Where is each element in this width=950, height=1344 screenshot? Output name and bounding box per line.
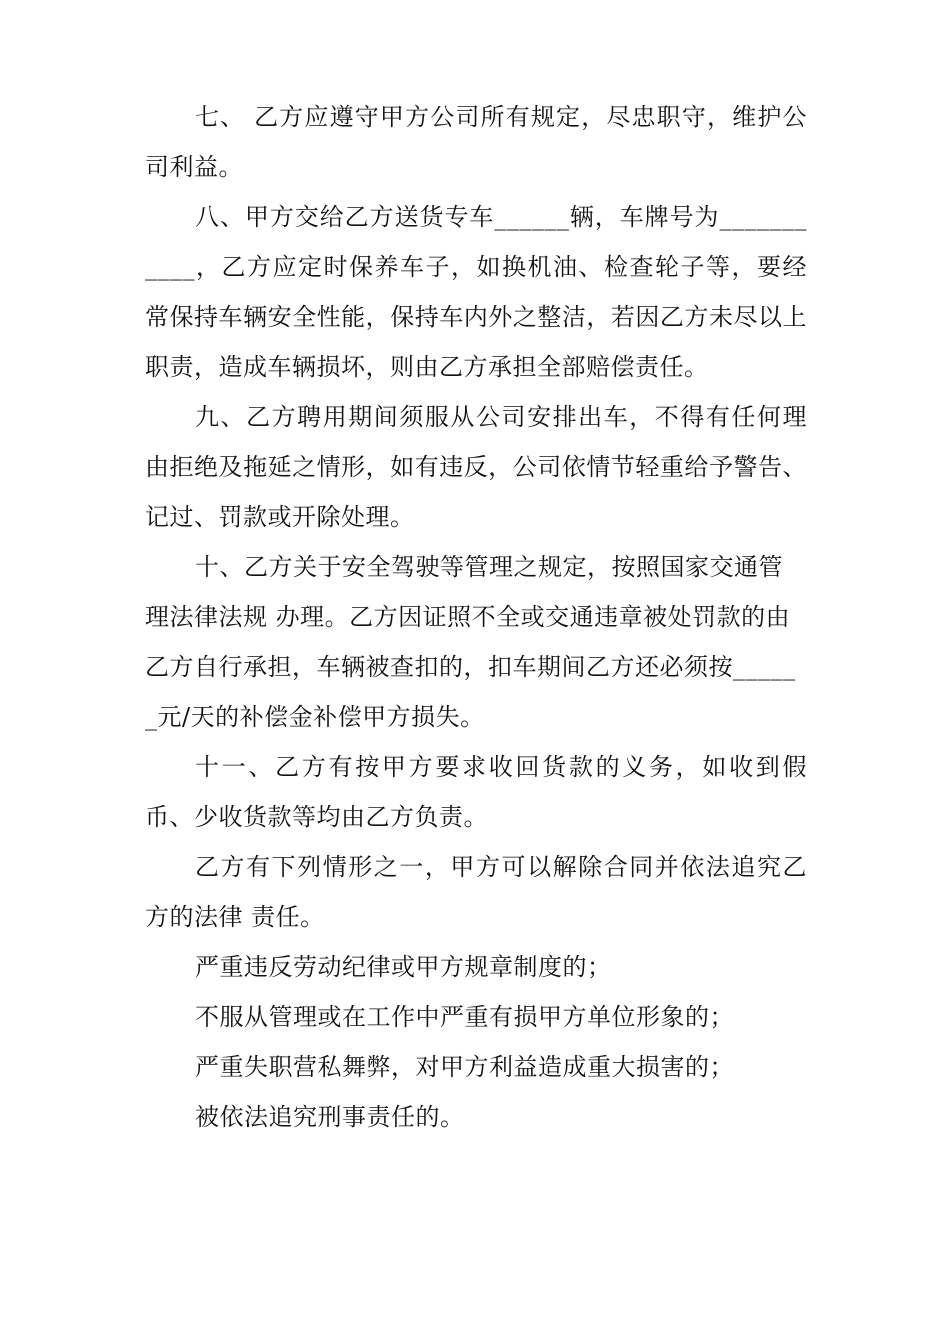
clause-eight: 八、甲方交给乙方送货专车______辆，车牌号为___________，乙方应定时保养车子，如换机油、检查轮子等，要经常保持车辆安全性能，保持车内外之整洁，若因乙方未尽以上职责，造成车辆损坏，则由乙方承担全部赔偿责任。 (145, 203, 807, 381)
termination-item-3: 严重失职营私舞弊，对甲方利益造成重大损害的； (195, 1053, 734, 1081)
termination-item-2: 不服从管理或在工作中严重有损甲方单位形象的； (195, 1003, 734, 1031)
termination-intro: 乙方有下列情形之一，甲方可以解除合同并依法追究乙方的法律 责任。 (145, 853, 807, 931)
termination-item-1: 严重违反劳动纪律或甲方规章制度的； (195, 953, 612, 981)
clause-seven: 七、 乙方应遵守甲方公司所有规定，尽忠职守，维护公司利益。 (145, 103, 807, 181)
termination-item-4: 被依法追究刑事责任的。 (195, 1103, 465, 1131)
clause-eleven: 十一、乙方有按甲方要求收回货款的义务，如收到假币、少收货款等均由乙方负责。 (145, 753, 807, 831)
document-page (145, 92, 807, 1142)
clause-ten: 十、乙方关于安全驾驶等管理之规定，按照国家交通管理法律法规 办理。乙方因证照不全或交通违章被处罚款的由乙方自行承担，车辆被查扣的，扣车期间乙方还必须按______元/天的补偿金补偿甲方损失。 (145, 553, 796, 731)
clause-nine: 九、乙方聘用期间须服从公司安排出车，不得有任何理由拒绝及拖延之情形，如有违反，公司依情节轻重给予警告、记过、罚款或开除处理。 (145, 403, 807, 531)
